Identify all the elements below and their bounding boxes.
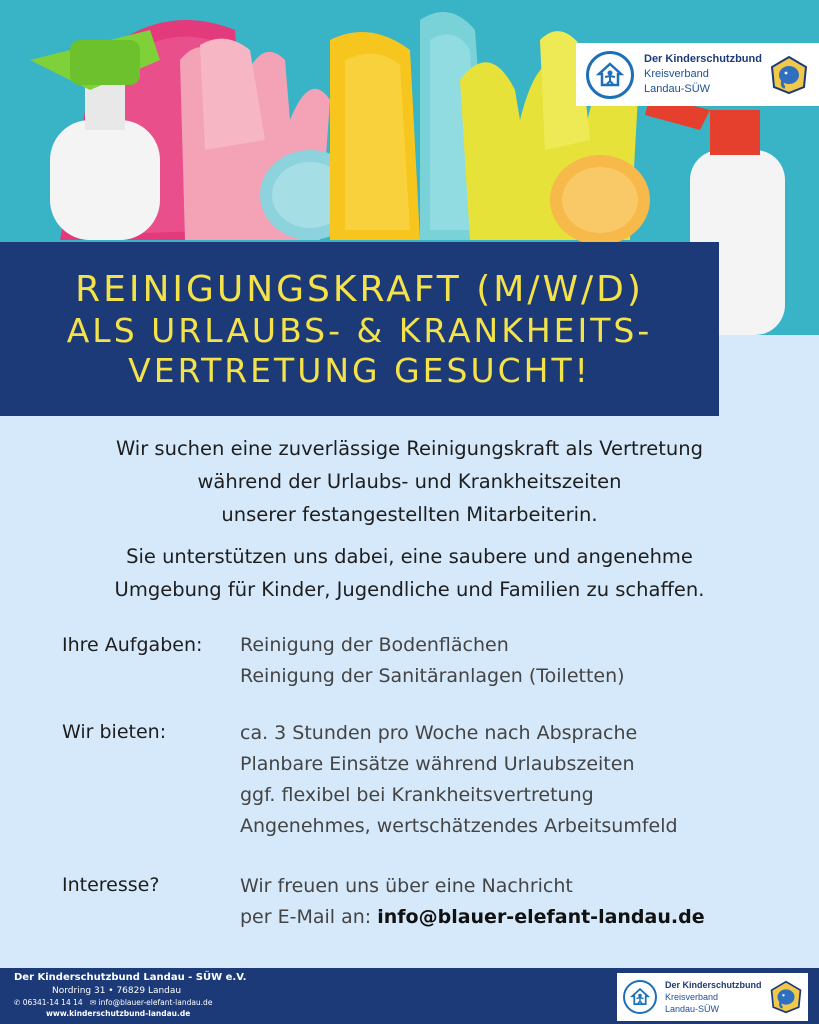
- bieten-item: Angenehmes, wertschätzendes Arbeitsumfeld: [240, 815, 678, 837]
- intro-paragraph-2: [0, 540, 819, 606]
- blauer-elefant-badge-icon: [769, 980, 803, 1014]
- interesse-prefix: per E-Mail an:: [240, 906, 378, 928]
- intro-paragraph-1: [0, 432, 819, 531]
- aufgaben-list: [240, 630, 625, 692]
- intro-line: Sie unterstützen uns dabei, eine saubere und angenehme: [126, 545, 693, 568]
- bieten-label: Wir bieten:: [62, 721, 167, 743]
- footer-kinderschutzbund-logo: [617, 973, 808, 1021]
- footer-logo-title: Der Kinderschutzbund: [665, 979, 762, 990]
- bieten-item: Planbare Einsätze während Urlaubszeiten: [240, 753, 635, 775]
- mail-icon: ✉: [89, 998, 97, 1007]
- aufgaben-item: Reinigung der Bodenflächen: [240, 634, 509, 656]
- bieten-item: ggf. flexibel bei Krankheitsvertretung: [240, 784, 594, 806]
- footer-email[interactable]: info@blauer-elefant-landau.de: [98, 998, 213, 1007]
- footer-org-name: Der Kinderschutzbund Landau - SÜW e.V.: [14, 972, 247, 983]
- footer-logo-location: Landau-SÜW: [665, 1004, 720, 1015]
- footer-address: Nordring 31 • 76829 Landau: [52, 986, 182, 996]
- footer-contact: [14, 998, 212, 1007]
- aufgaben-label: Ihre Aufgaben:: [62, 634, 203, 656]
- headline-line-3: VERTRETUNG GESUCHT!: [128, 350, 591, 390]
- intro-line: während der Urlaubs- und Krankheitszeiten: [197, 470, 622, 493]
- phone-icon: ✆: [14, 998, 21, 1007]
- blauer-elefant-badge-icon: [769, 55, 809, 95]
- interesse-label: Interesse?: [62, 874, 160, 896]
- intro-line: unserer festangestellten Mitarbeiterin.: [221, 503, 598, 526]
- headline-line-1: REINIGUNGSKRAFT (M/W/D): [75, 268, 644, 310]
- bieten-list: [240, 718, 678, 842]
- aufgaben-item: Reinigung der Sanitäranlagen (Toiletten): [240, 665, 625, 687]
- footer-phone[interactable]: 06341-14 14 14: [22, 998, 83, 1007]
- kinderschutzbund-emblem-icon: [586, 51, 634, 99]
- logo-location: Landau-SÜW: [644, 82, 711, 95]
- bieten-item: ca. 3 Stunden pro Woche nach Absprache: [240, 722, 638, 744]
- logo-subtitle: Kreisverband: [644, 68, 709, 81]
- intro-line: Umgebung für Kinder, Jugendliche und Familien zu schaffen.: [114, 578, 705, 601]
- interesse-text: [240, 871, 705, 933]
- footer-logo-subtitle: Kreisverband: [665, 991, 719, 1002]
- kinderschutzbund-emblem-icon: [623, 980, 657, 1014]
- contact-email-link[interactable]: info@blauer-elefant-landau.de: [377, 906, 705, 928]
- kinderschutzbund-logo: [576, 43, 819, 106]
- interesse-line: Wir freuen uns über eine Nachricht: [240, 875, 573, 897]
- footer-website-link[interactable]: www.kinderschutzbund-landau.de: [46, 1009, 191, 1018]
- headline-banner: [0, 242, 719, 416]
- headline-line-2: ALS URLAUBS- & KRANKHEITS-: [66, 311, 653, 350]
- intro-line: Wir suchen eine zuverlässige Reinigungskraft als Vertretung: [115, 437, 704, 460]
- logo-title: Der Kinderschutzbund: [644, 53, 762, 66]
